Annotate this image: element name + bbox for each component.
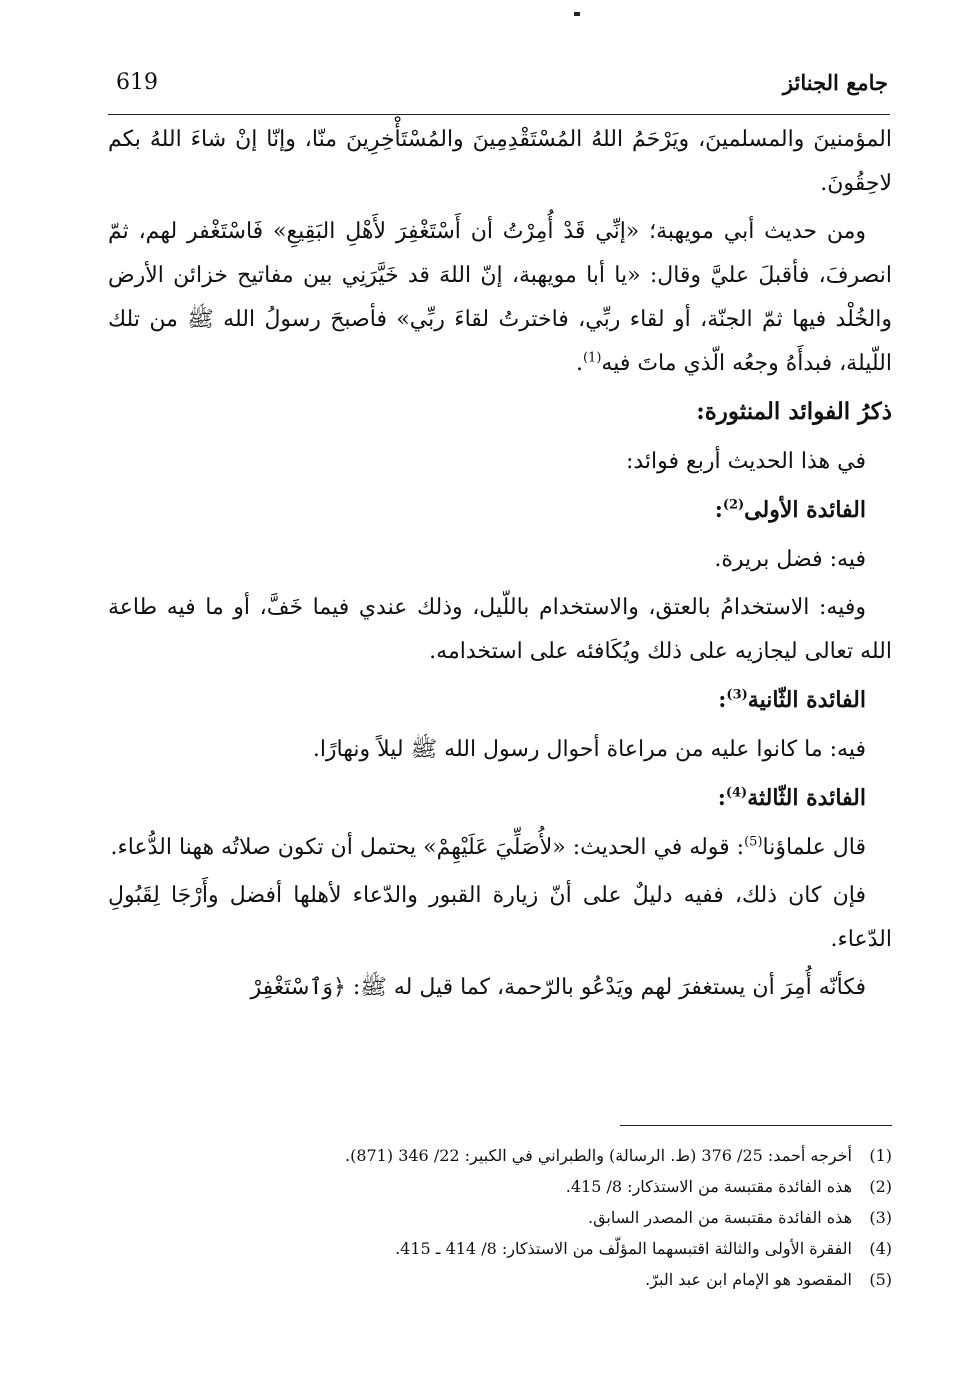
footnote xyxy=(150,1171,892,1202)
footnote-text: هذه الفائدة مقتبسة من المصدر السابق. xyxy=(587,1208,852,1227)
footnote-ref-2: (2) xyxy=(722,497,745,513)
paragraph-7-start: قال علماؤنا xyxy=(762,835,866,860)
page-header xyxy=(108,62,890,115)
footnote xyxy=(150,1140,892,1171)
paragraph-2 xyxy=(108,210,892,386)
footnote-ref-4: (4) xyxy=(725,785,748,801)
section-title: ذكرُ الفوائد المنثورة: xyxy=(696,398,892,425)
footnote-number: (3) xyxy=(869,1208,892,1227)
paragraph-1: المؤمنينَ والمسلمينَ، ويَرْحَمُ اللهُ المُسْتَقْدِمِينَ والمُسْتَأْخِرِينَ منّا، وإنّا إنْ شاءَ اللهُ بكم لاحِقُونَ. xyxy=(108,127,892,196)
paragraph-9: فكأنّه أُمِرَ أن يستغفرَ لهم ويَدْعُو بالرّحمة، كما قيل له ﷺ: ﴿وَٱسْتَغْفِرْ xyxy=(250,975,866,1000)
footnote xyxy=(150,1233,892,1264)
footnote-number: (2) xyxy=(869,1177,892,1196)
paragraph-2-end: . xyxy=(575,351,583,376)
heading-second-benefit xyxy=(108,678,866,722)
footnote-divider xyxy=(620,1125,892,1126)
paragraph-8: فإن كان ذلك، ففيه دليلٌ على أنّ زيارة القبور والدّعاء لأهلها أفضل وأَرْجَا لِقَبُولِ الدّعاء. xyxy=(108,883,892,952)
footnote xyxy=(150,1264,892,1295)
footnote-text: أخرجه أحمد: 25/ 376 (ط. الرسالة) والطبراني في الكبير: 22/ 346 (871). xyxy=(344,1146,852,1165)
running-title: جامع الجنائز xyxy=(782,70,888,95)
page-number: 619 xyxy=(116,70,158,95)
footnote-text: الفقرة الأولى والثالثة اقتبسهما المؤلّف من الاستذكار: 8/ 414 ـ 415. xyxy=(395,1239,852,1258)
heading-first-benefit-colon: : xyxy=(714,497,723,523)
paragraph-7 xyxy=(108,826,892,870)
footnote-ref-1: (1) xyxy=(582,350,602,366)
footnote xyxy=(150,1202,892,1233)
heading-third-benefit-colon: : xyxy=(717,785,726,811)
paragraph-6: فيه: ما كانوا عليه من مراعاة أحوال رسول الله ﷺ ليلاً ونهارًا. xyxy=(312,737,866,762)
footnote-number: (1) xyxy=(869,1146,892,1165)
main-text xyxy=(108,118,892,1014)
heading-first-benefit xyxy=(108,488,866,532)
heading-second-benefit-text: الفائدة الثّانية xyxy=(747,687,866,713)
footnote-number: (4) xyxy=(869,1239,892,1258)
heading-first-benefit-text: الفائدة الأولى xyxy=(744,497,866,523)
paragraph-7-rest: : قوله في الحديث: «لأُصَلِّيَ عَلَيْهِمْ» يحتمل أن تكون صلاتُه ههنا الدُّعاء. xyxy=(110,835,745,860)
heading-third-benefit xyxy=(108,776,866,820)
footnote-text: هذه الفائدة مقتبسة من الاستذكار: 8/ 415. xyxy=(565,1177,852,1196)
heading-second-benefit-colon: : xyxy=(718,687,727,713)
paragraph-3: في هذا الحديث أربع فوائد: xyxy=(625,449,866,474)
scan-mark xyxy=(574,12,580,16)
footnote-number: (5) xyxy=(869,1270,892,1289)
paragraph-5: وفيه: الاستخدامُ بالعتق، والاستخدام باللّيل، وذلك عندي فيما خَفَّ، أو ما فيه طاعة الله تعالى ليجازيه على ذلك ويُكَافئه على استخدامه. xyxy=(108,595,892,664)
paragraph-4: فيه: فضل بريرة. xyxy=(714,547,866,572)
paragraph-2-text: ومن حديث أبي مويهبة؛ «إنِّي قَدْ أُمِرْتُ أن أَسْتَغْفِرَ لأَهْلِ البَقِيعِ» فَاسْتَغْفر لهم، ثمّ انصرفَ، فأقبلَ عليَّ وقال: «يا أبا مويهبة، إنّ اللهَ قد خَيَّرَنِي بين مفاتيح خزائن الأرض والخُلْد فيها ثمّ الجنّة، أو لقاء ربِّي، فاخترتُ لقاءَ ربِّي» فأصبحَ رسولُ الله ﷺ من تلك اللّيلة، فبدأَهُ وجعُه الّذي ماتَ فيه xyxy=(108,219,892,376)
footnote-ref-5: (5) xyxy=(744,834,763,850)
footnote-text: المقصود هو الإمام ابن عبد البرّ. xyxy=(645,1270,852,1289)
footnotes xyxy=(150,1140,892,1295)
heading-third-benefit-text: الفائدة الثّالثة xyxy=(747,785,866,811)
footnote-ref-3: (3) xyxy=(726,687,748,703)
